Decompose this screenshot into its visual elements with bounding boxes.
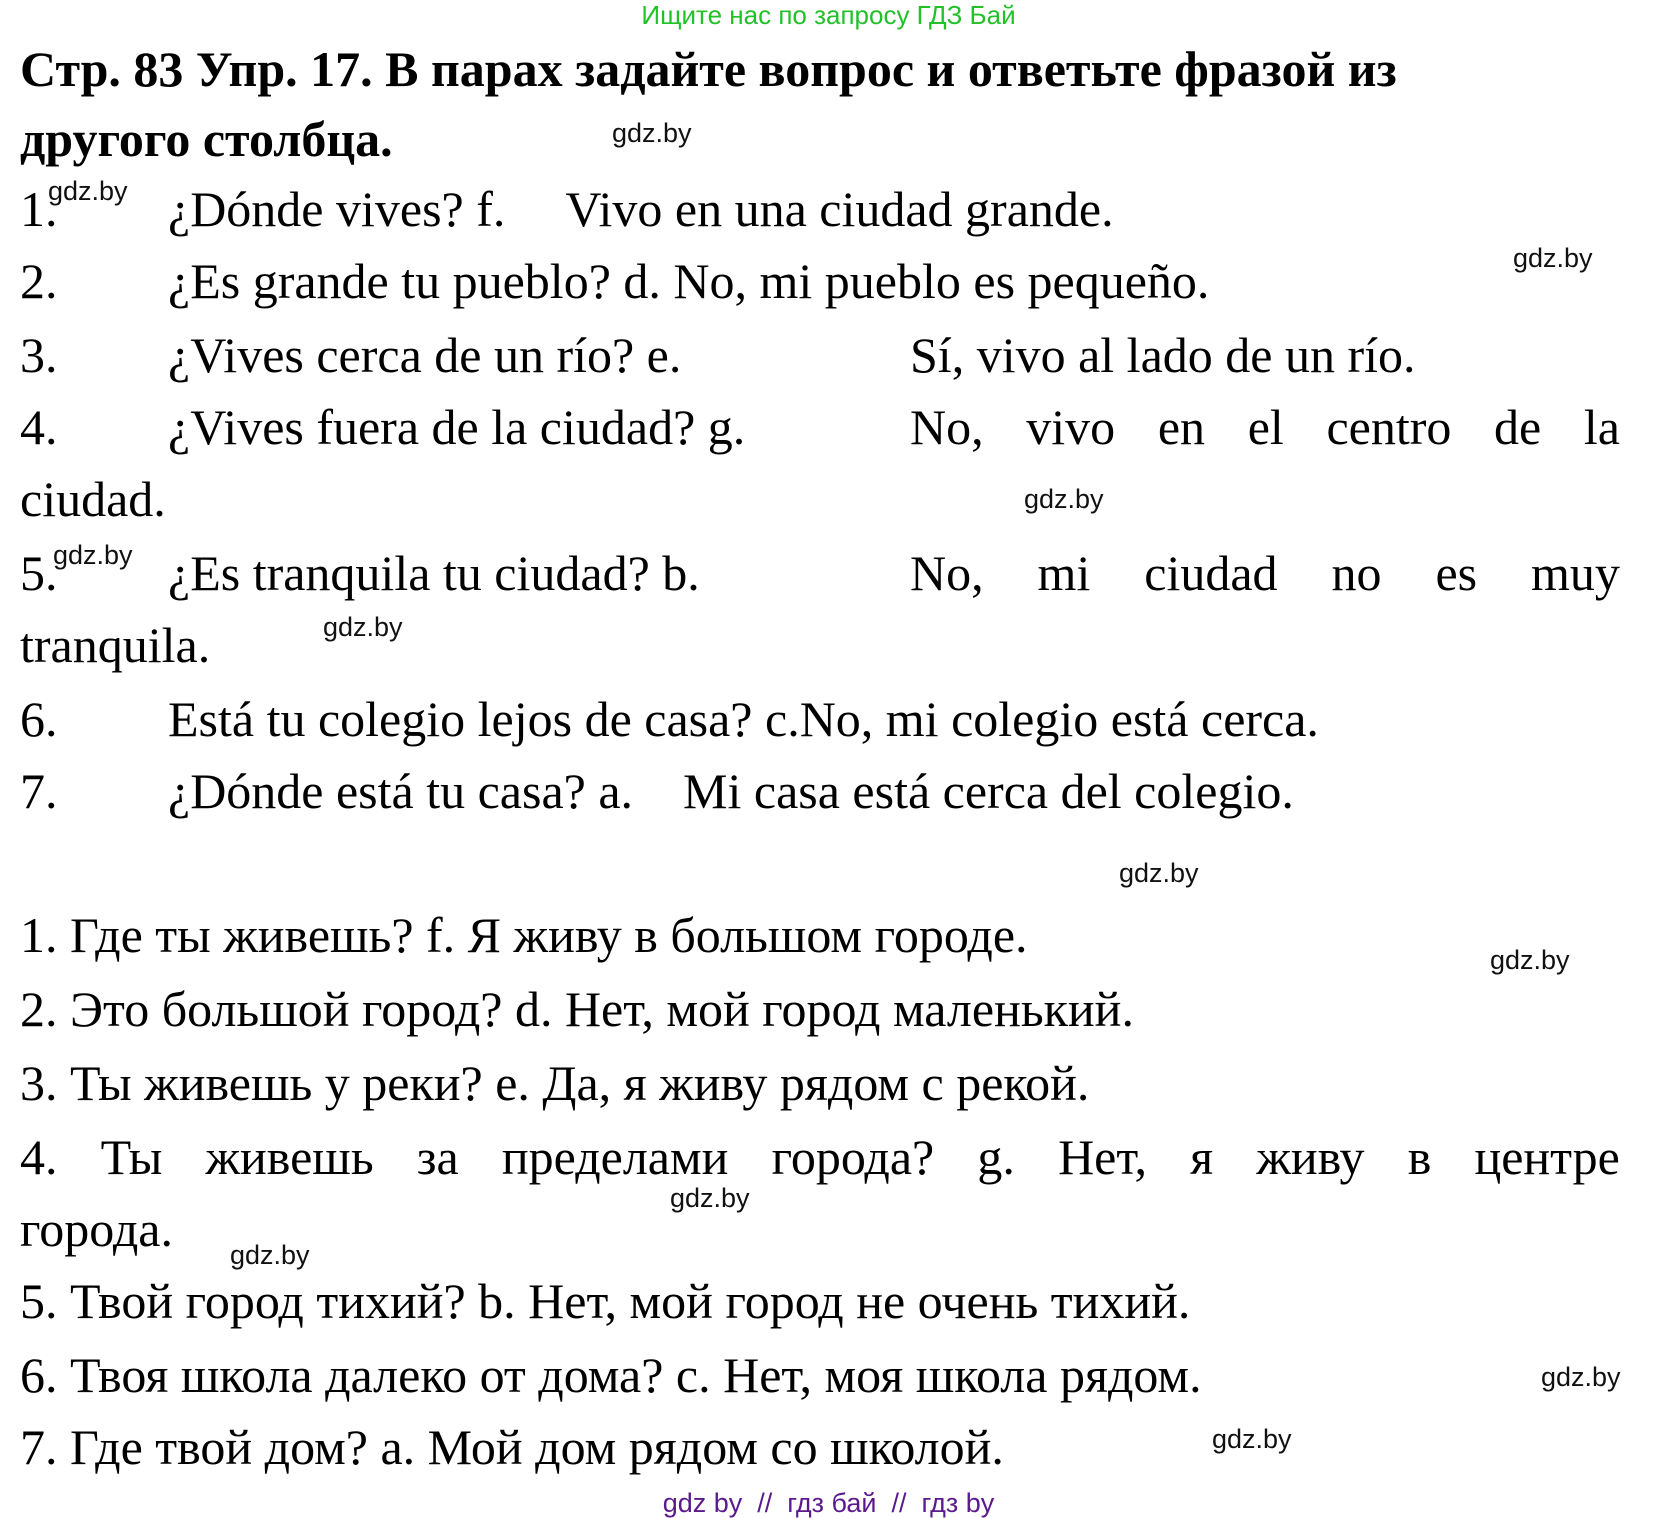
spanish-item-4 — [20, 398, 745, 456]
spanish-item-6 — [20, 690, 1319, 748]
question: Está tu colegio lejos de casa? c. — [168, 691, 800, 747]
item-number: 3. — [20, 327, 58, 383]
item-number: 1. — [20, 181, 58, 237]
watermark: gdz.by — [1513, 243, 1593, 273]
russian-item-4-cont: города. — [20, 1201, 173, 1257]
watermark: gdz.by — [323, 612, 403, 642]
spanish-answer-4: No, vivo en el centro de la — [910, 399, 1620, 455]
search-banner: Ищите нас по запросу ГДЗ Бай — [641, 0, 1016, 30]
spanish-answer-3: Sí, vivo al lado de un río. — [910, 327, 1416, 383]
russian-item-3: 3. Ты живешь у реки? e. Да, я живу рядом с рекой. — [20, 1055, 1090, 1111]
answer: Vivo en una ciudad grande. — [565, 181, 1114, 237]
spanish-item-1 — [20, 180, 1114, 238]
spanish-answer-5: No, mi ciudad no es muy — [910, 545, 1620, 601]
spanish-item-7 — [20, 762, 1294, 820]
russian-item-1: 1. Где ты живешь? f. Я живу в большом городе. — [20, 907, 1028, 963]
exercise-title-line2: другого столбца. — [20, 111, 393, 167]
answer: No, mi pueblo es pequeño. — [673, 253, 1210, 309]
item-number: 6. — [20, 691, 58, 747]
watermark: gdz.by — [1119, 858, 1199, 888]
spanish-item-3 — [20, 326, 681, 384]
watermark: gdz.by — [670, 1183, 750, 1213]
watermark: gdz.by — [1212, 1424, 1292, 1454]
question: ¿Dónde está tu casa? a. — [168, 763, 634, 819]
spanish-item-2 — [20, 252, 1209, 310]
watermark: gdz.by — [1024, 484, 1104, 514]
question: ¿Es tranquila tu ciudad? b. — [168, 545, 700, 601]
russian-item-4: 4. Ты живешь за пределами города? g. Нет, я живу в центре — [20, 1129, 1620, 1185]
footer-links: gdz by // гдз бай // гдз by — [662, 1488, 995, 1518]
question: ¿Vives fuera de la ciudad? g. — [168, 399, 746, 455]
exercise-title-line1: Стр. 83 Упр. 17. В парах задайте вопрос и ответьте фразой из — [20, 41, 1397, 97]
russian-item-5: 5. Твой город тихий? b. Нет, мой город не очень тихий. — [20, 1273, 1191, 1329]
spanish-answer-5-cont: tranquila. — [20, 617, 211, 673]
russian-item-6: 6. Твоя школа далеко от дома? c. Нет, моя школа рядом. — [20, 1347, 1202, 1403]
watermark: gdz.by — [53, 540, 133, 570]
question: ¿Vives cerca de un río? e. — [168, 327, 682, 383]
answer: No, mi colegio está cerca. — [799, 691, 1319, 747]
answer: Mi casa está cerca del colegio. — [683, 763, 1294, 819]
question: ¿Dónde vives? f. — [168, 181, 506, 237]
watermark: gdz.by — [48, 176, 128, 206]
question: ¿Es grande tu pueblo? d. — [168, 253, 661, 309]
item-number: 4. — [20, 399, 58, 455]
watermark: gdz.by — [1541, 1362, 1621, 1392]
watermark: gdz.by — [230, 1240, 310, 1270]
watermark: gdz.by — [612, 118, 692, 148]
item-number: 2. — [20, 253, 58, 309]
spanish-answer-4-cont: ciudad. — [20, 471, 166, 527]
russian-item-2: 2. Это большой город? d. Нет, мой город маленький. — [20, 981, 1134, 1037]
watermark: gdz.by — [1490, 945, 1570, 975]
item-number: 7. — [20, 763, 58, 819]
item-number: 5. — [20, 545, 58, 601]
russian-item-7: 7. Где твой дом? a. Мой дом рядом со школой. — [20, 1419, 1004, 1475]
